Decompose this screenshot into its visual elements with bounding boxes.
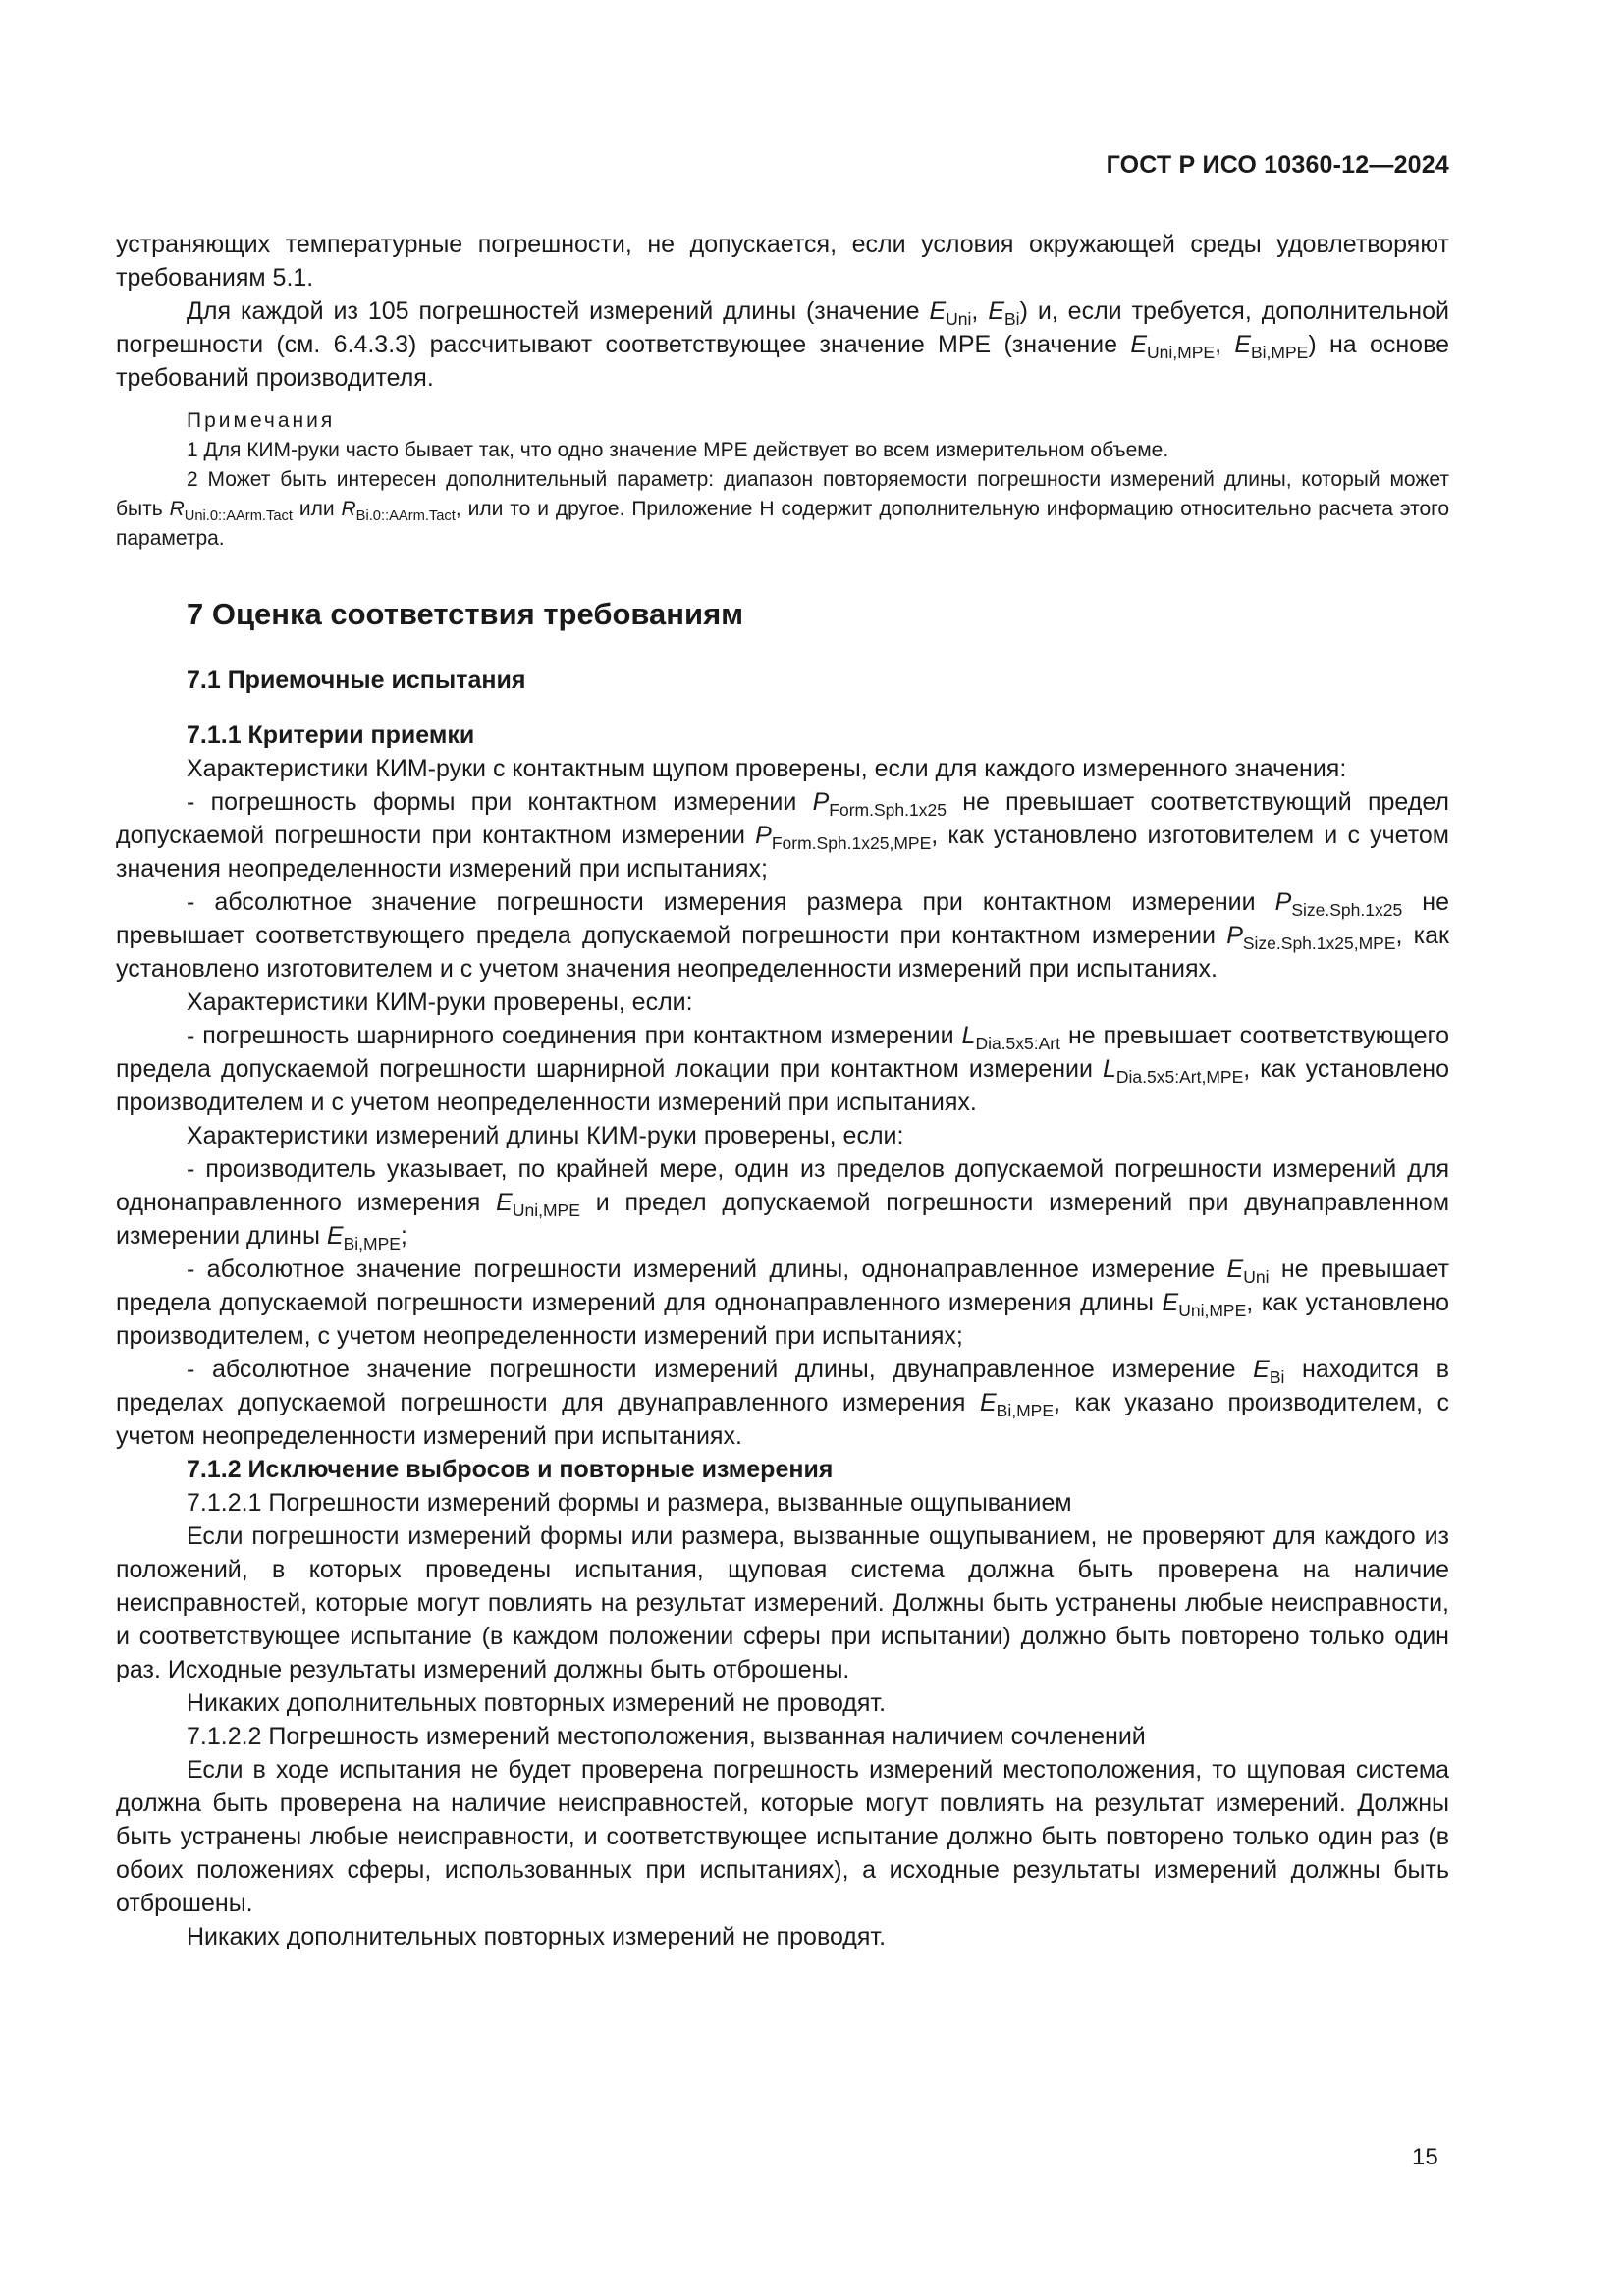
clause-heading: 7.1.2.1 Погрешности измерений формы и размера, вызванные ощупыванием: [187, 1489, 1072, 1517]
note-1: 1 Для КИМ-руки часто бывает так, что одно значение МРЕ действует во всем измерительном объеме.: [187, 439, 1169, 461]
list-item: - производитель указывает, по крайней мере, один из пределов допускаемой погрешности измерений для однонаправленного измерения $E_{Uni,MPE}$ и предел допускаемой погрешности измерений при двунаправленном измерении длины $E_{Bi,MPE}$;: [116, 1155, 1450, 1255]
note-2: 2 Может быть интересен дополнительный параметр: диапазон повторяемости погрешности измерений длины, который может быть $R_{Uni.0::AArm.Tact}$ или $R_{Bi.0::AArm.Tact}$, или то и другое. Приложение Н содержит дополнительную информацию относительно расчета этого параметра.: [116, 468, 1450, 550]
notes-title: Примечания: [187, 409, 336, 432]
list-item: - погрешность шарнирного соединения при контактном измерении $L_{Dia.5x5:Art}$ не превышает соответствующего предела допускаемой погрешности шарнирной локации при контактном измерении $L_{Dia.5x5:Art,MPE}$, как установлено производителем и с учетом неопределенности измерений при испытаниях.: [116, 1022, 1450, 1116]
page-number: 15: [1412, 2144, 1438, 2170]
subsection-heading: 7.1.2 Исключение выбросов и повторные измерения: [187, 1456, 834, 1483]
document-header: ГОСТ Р ИСО 10360-12—2024: [1106, 151, 1449, 179]
paragraph: Характеристики КИМ-руки проверены, если:: [187, 988, 693, 1016]
paragraph: Характеристики КИМ-руки с контактным щупом проверены, если для каждого измеренного значения:: [187, 755, 1347, 782]
list-item: - абсолютное значение погрешности измерений длины, двунаправленное измерение $E_{Bi}$ находится в пределах допускаемой погрешности для двунаправленного измерения $E_{Bi,MPE}$, как указано производителем, с учетом неопределенности измерений при испытаниях.: [116, 1356, 1450, 1450]
list-item: - абсолютное значение погрешности измерений длины, однонаправленное измерение $E_{Uni}$ не превышает предела допускаемой погрешности измерений для однонаправленного измерения длины $E_{Uni,MPE}$, как установлено производителем, с учетом неопределенности измерений при испытаниях;: [116, 1255, 1450, 1350]
page-content: [116, 228, 1449, 1953]
paragraph: Никаких дополнительных повторных измерений не проводят.: [187, 1689, 887, 1717]
clause-heading: 7.1.2.2 Погрешность измерений местоположения, вызванная наличием сочленений: [187, 1723, 1146, 1750]
section-heading: 7 Оценка соответствия требованиям: [187, 597, 744, 631]
paragraph: Если в ходе испытания не будет проверена погрешность измерений местоположения, то щуповая система должна быть проверена на наличие неисправностей, которые могут повлиять на результат измерений. Должны быть устранены любые неисправности, и соответствующее испытание должно быть повторено только один раз (в обоих положениях сферы, использованных при испытаниях), а исходные результаты измерений должны быть отброшены.: [116, 1756, 1449, 1917]
list-item: - погрешность формы при контактном измерении $P_{Form.Sph.1x25}$ не превышает соответствующий предел допускаемой погрешности при контактном измерении $P_{Form.Sph.1x25,MPE}$, как установлено изготовителем и с учетом значения неопределенности измерений при испытаниях;: [116, 788, 1449, 882]
subsection-heading: 7.1 Приемочные испытания: [187, 667, 526, 694]
paragraph: Характеристики измерений длины КИМ-руки проверены, если:: [187, 1122, 904, 1149]
list-item: - абсолютное значение погрешности измерения размера при контактном измерении $P_{Size.Sph.1x25}$ не превышает соответствующего предела допускаемой погрешности при контактном измерении $P_{Size.Sph.1x25,MPE}$, как установлено изготовителем и с учетом значения неопределенности измерений при испытаниях.: [116, 888, 1449, 983]
paragraph: Для каждой из 105 погрешностей измерений длины (значение $E_{Uni}$, $E_{Bi}$) и, если требуется, дополнительной погрешности (см. 6.4.3.3) рассчитывают соответствующее значение МРЕ (значение $E_{Uni,MPE}$, $E_{Bi,MPE}$) на основе требований производителя.: [116, 297, 1449, 392]
paragraph: Если погрешности измерений формы или размера, вызванные ощупыванием, не проверяют для каждого из положений, в которых проведены испытания, щуповая система должна быть проверена на наличие неисправностей, которые могут повлиять на результат измерений. Должны быть устранены любые неисправности, и соответствующее испытание (в каждом положении сферы при испытании) должно быть повторено только один раз. Исходные результаты измерений должны быть отброшены.: [116, 1522, 1449, 1683]
paragraph: устраняющих температурные погрешности, не допускается, если условия окружающей среды удовлетворяют требованиям 5.1.: [116, 231, 1449, 292]
paragraph: Никаких дополнительных повторных измерений не проводят.: [187, 1923, 887, 1950]
subsection-heading: 7.1.1 Критерии приемки: [187, 721, 475, 749]
